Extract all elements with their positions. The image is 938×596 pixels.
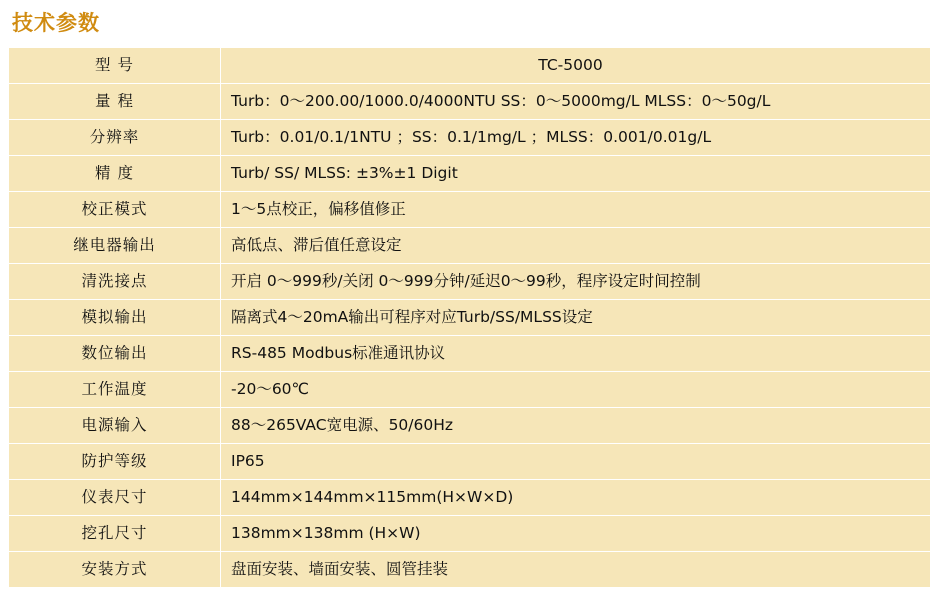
- table-row: [9, 408, 931, 444]
- spec-label: 校正模式: [9, 192, 221, 228]
- spec-label: 工作温度: [9, 372, 221, 408]
- table-row: [9, 264, 931, 300]
- spec-label: 防护等级: [9, 444, 221, 480]
- spec-value: Turb：0.01/0.1/1NTU ；SS：0.1/1mg/L ；MLSS：0.001/0.01g/L: [221, 120, 931, 156]
- table-row: [9, 552, 931, 588]
- page-title: 技术参数: [12, 11, 100, 35]
- table-row: [9, 480, 931, 516]
- table-row: [9, 300, 931, 336]
- spec-label: 精 度: [9, 156, 221, 192]
- spec-value: 144mm×144mm×115mm(H×W×D): [221, 480, 931, 516]
- table-row: [9, 192, 931, 228]
- table-row: [9, 228, 931, 264]
- table-row: [9, 156, 931, 192]
- spec-label: 继电器输出: [9, 228, 221, 264]
- spec-label: 挖孔尺寸: [9, 516, 221, 552]
- table-row: [9, 48, 931, 84]
- spec-value: 隔离式4～20mA输出可程序对应Turb/SS/MLSS设定: [221, 300, 931, 336]
- spec-value: 88～265VAC宽电源、50/60Hz: [221, 408, 931, 444]
- technical-specifications-table: [8, 47, 931, 588]
- spec-label: 量 程: [9, 84, 221, 120]
- table-row: [9, 444, 931, 480]
- table-row: [9, 120, 931, 156]
- spec-label: 模拟输出: [9, 300, 221, 336]
- spec-value: IP65: [221, 444, 931, 480]
- spec-value: 1～5点校正，偏移值修正: [221, 192, 931, 228]
- spec-value: 开启 0～999秒/关闭 0～999分钟/延迟0～99秒，程序设定时间控制: [221, 264, 931, 300]
- spec-label: 仪表尺寸: [9, 480, 221, 516]
- spec-label: 电源输入: [9, 408, 221, 444]
- spec-label: 型 号: [9, 48, 221, 84]
- table-row: [9, 336, 931, 372]
- spec-value: Turb：0～200.00/1000.0/4000NTU SS：0～5000mg/L MLSS：0～50g/L: [221, 84, 931, 120]
- spec-value: 盘面安装、墙面安装、圆管挂装: [221, 552, 931, 588]
- spec-table-body: [9, 48, 931, 588]
- spec-value: 138mm×138mm (H×W): [221, 516, 931, 552]
- spec-value: -20～60℃: [221, 372, 931, 408]
- spec-value: TC-5000: [221, 48, 931, 84]
- table-row: [9, 516, 931, 552]
- spec-value: RS-485 Modbus标准通讯协议: [221, 336, 931, 372]
- spec-value: Turb/ SS/ MLSS: ±3%±1 Digit: [221, 156, 931, 192]
- spec-value: 高低点、滞后值任意设定: [221, 228, 931, 264]
- spec-label: 分辨率: [9, 120, 221, 156]
- table-row: [9, 372, 931, 408]
- spec-label: 安装方式: [9, 552, 221, 588]
- spec-label: 数位输出: [9, 336, 221, 372]
- table-row: [9, 84, 931, 120]
- spec-label: 清洗接点: [9, 264, 221, 300]
